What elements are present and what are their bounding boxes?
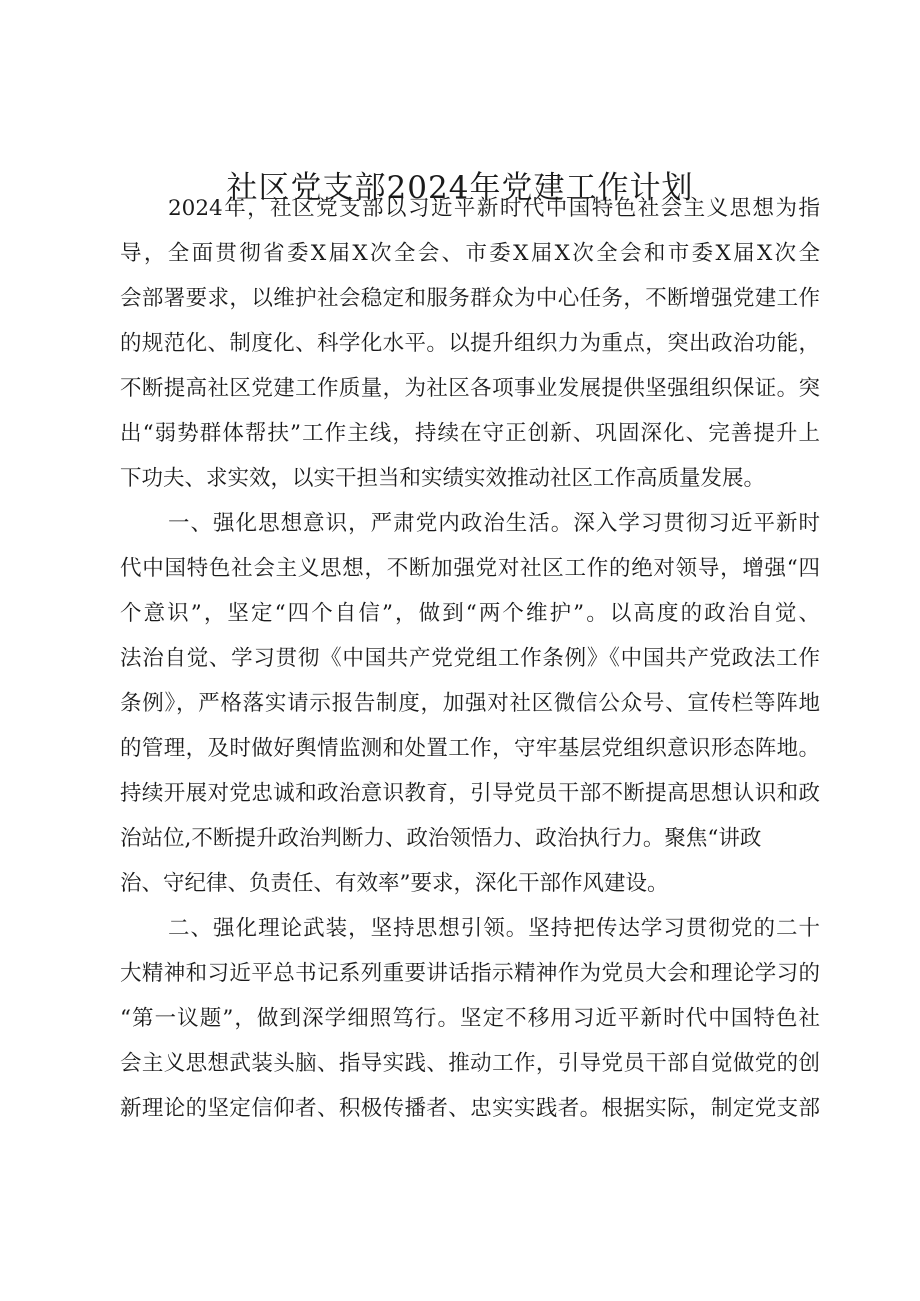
paragraph-intro-line: 出“弱势群体帮扶”工作主线，持续在守正创新、巩固深化、完善提升上: [120, 421, 820, 446]
paragraph-section-one-line: 持续开展对党忠诚和政治意识教育，引导党员干部不断提高思想认识和政: [120, 781, 820, 806]
paragraph-section-one-line: 代中国特色社会主义思想，不断加强党对社区工作的绝对领导，增强“四: [120, 556, 820, 581]
paragraph-intro-line: 导，全面贯彻省委X届X次全会、市委X届X次全会和市委X届X次全: [120, 241, 820, 266]
document-title: 社区党支部2024年党建工作计划: [226, 170, 694, 206]
paragraph-section-one-line: 个意识”，坚定“四个自信”，做到“两个维护”。以高度的政治自觉、: [120, 601, 820, 626]
paragraph-section-one-line: 治站位,不断提升政治判断力、政治领悟力、政治执行力。聚焦“讲政: [120, 826, 762, 851]
paragraph-intro-line: 会部署要求，以维护社会稳定和服务群众为中心任务，不断增强党建工作: [120, 286, 820, 311]
paragraph-section-one-line: 条例》，严格落实请示报告制度，加强对社区微信公众号、宣传栏等阵地: [120, 691, 820, 716]
paragraph-intro-line: 不断提高社区党建工作质量，为社区各项事业发展提供坚强组织保证。突: [120, 376, 820, 401]
paragraph-section-one-line: 法治自觉、学习贯彻《中国共产党党组工作条例》《中国共产党政法工作: [120, 646, 820, 671]
paragraph-section-two-line: 大精神和习近平总书记系列重要讲话指示精神作为党员大会和理论学习的: [120, 961, 820, 986]
paragraph-section-one-line: 的管理，及时做好舆情监测和处置工作，守牢基层党组织意识形态阵地。: [120, 736, 820, 761]
paragraph-section-two-line: “第一议题”，做到深学细照笃行。坚定不移用习近平新时代中国特色社: [120, 1006, 820, 1031]
paragraph-section-two-line: 二、强化理论武装，坚持思想引领。坚持把传达学习贯彻党的二十: [168, 916, 820, 941]
paragraph-intro-line: 的规范化、制度化、科学化水平。以提升组织力为重点，突出政治功能，: [120, 331, 820, 356]
paragraph-section-one-line: 一、强化思想意识，严肃党内政治生活。深入学习贯彻习近平新时: [168, 511, 820, 536]
paragraph-intro-line: 下功夫、求实效，以实干担当和实绩实效推动社区工作高质量发展。: [120, 466, 766, 491]
paragraph-intro-line: 2024年，社区党支部以习近平新时代中国特色社会主义思想为指: [168, 196, 820, 221]
paragraph-section-two-line: 会主义思想武装头脑、指导实践、推动工作，引导党员干部自觉做党的创: [120, 1051, 820, 1076]
paragraph-section-one-line: 治、守纪律、负责任、有效率”要求，深化干部作风建设。: [120, 871, 669, 896]
paragraph-section-two-line: 新理论的坚定信仰者、积极传播者、忠实实践者。根据实际，制定党支部: [120, 1096, 820, 1121]
